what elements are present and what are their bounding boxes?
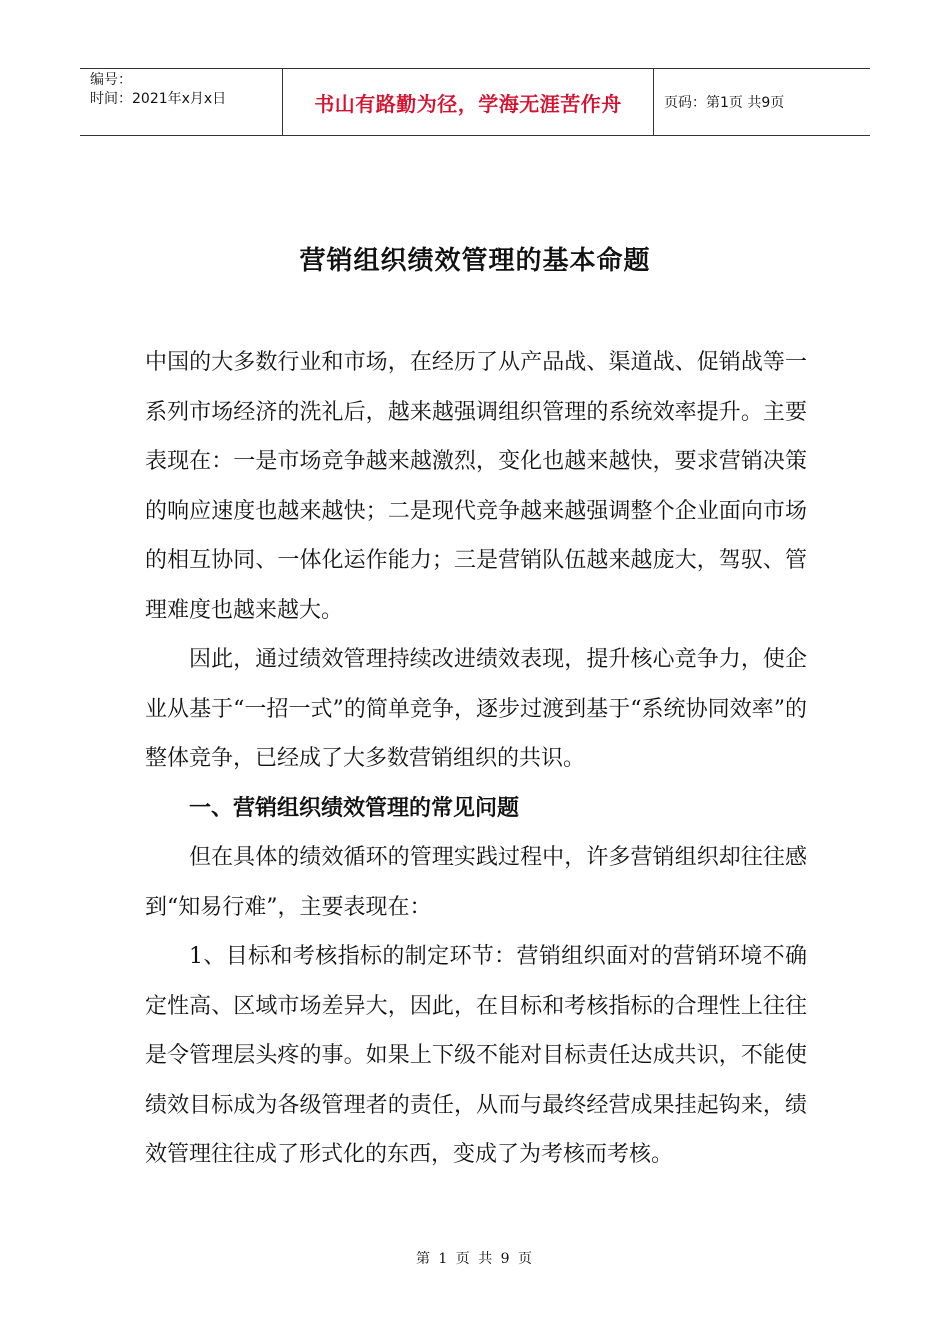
- paragraph-intro: 中国的大多数行业和市场，在经历了从产品战、渠道战、促销战等一系列市场经济的洗礼后，越来越强调组织管理的系统效率提升。主要表现在：一是市场竞争越来越激烈，变化也越来越快，要求营销决策的响应速度也越来越快；二是现代竞争越来越强调整个企业面向市场的相互协同、一体化运作能力；三是营销队伍越来越庞大，驾驭、管理难度也越来越大。: [145, 350, 807, 623]
- header-table: [80, 68, 870, 136]
- section-heading-common-problems: 一、营销组织绩效管理的常见问题: [189, 795, 520, 821]
- document-title: 营销组织绩效管理的基本命题: [299, 246, 651, 276]
- page-footer: 第 1 页 共 9 页: [415, 1251, 535, 1267]
- document-number-label: 编号：: [90, 72, 132, 88]
- paragraph-practice: 但在具体的绩效循环的管理实践过程中，许多营销组织却往往感到“知易行难”，主要表现在：: [145, 845, 807, 920]
- paragraph-target-setting: 1、目标和考核指标的制定环节：营销组织面对的营销环境不确定性高、区域市场差异大，因此，在目标和考核指标的合理性上往往是令管理层头疼的事。如果上下级不能对目标责任达成共识，不能使绩效目标成为各级管理者的责任，从而与最终经营成果挂起钩来，绩效管理往往成了形式化的东西，变成了为考核而考核。: [145, 944, 807, 1167]
- header-meta-cell: [80, 69, 282, 135]
- header-page-cell: [654, 69, 870, 135]
- paragraph-consensus: 因此，通过绩效管理持续改进绩效表现，提升核心竞争力，使企业从基于“一招一式”的简单竞争，逐步过渡到基于“系统协同效率”的整体竞争，已经成了大多数营销组织的共识。: [145, 647, 807, 771]
- header-motto-cell: [282, 69, 654, 135]
- header-page-info: 页码：第1页 共9页: [664, 95, 785, 111]
- document-date-label: 时间：2021年x月x日: [90, 91, 227, 107]
- document-body: [145, 338, 807, 1180]
- header-motto: 书山有路勤为径，学海无涯苦作舟: [314, 91, 622, 116]
